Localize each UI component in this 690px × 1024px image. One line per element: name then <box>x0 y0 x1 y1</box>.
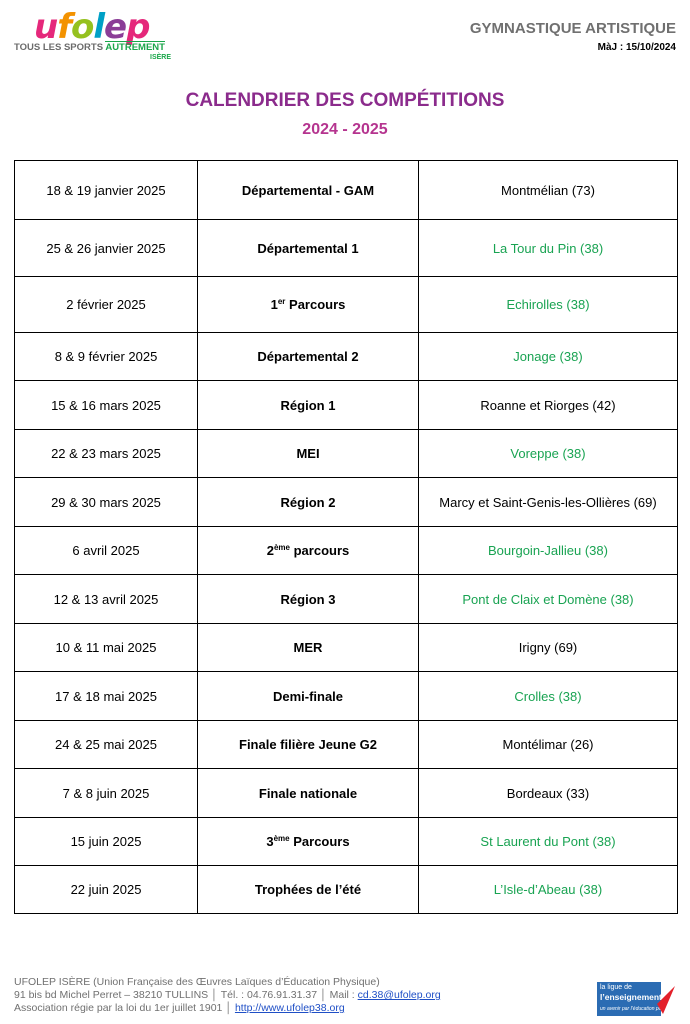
event-date: 10 & 11 mai 2025 <box>15 624 198 672</box>
event-date: 22 juin 2025 <box>15 866 198 914</box>
event-location: Crolles (38) <box>419 672 678 721</box>
table-row <box>15 624 678 672</box>
table-row <box>15 220 678 277</box>
event-location: Bourgoin-Jallieu (38) <box>419 527 678 575</box>
event-location: Jonage (38) <box>419 333 678 381</box>
ligue-arrow-icon <box>641 984 677 1020</box>
footer-org: UFOLEP ISÈRE (Union Française des Œuvres Laïques d’Éducation Physique) <box>14 976 380 988</box>
table-row <box>15 161 678 220</box>
footer-phone: Tél. : 04.76.91.31.37 <box>220 989 318 1001</box>
event-name: Région 3 <box>198 575 419 624</box>
table-row <box>15 769 678 818</box>
table-row <box>15 721 678 769</box>
event-date: 15 & 16 mars 2025 <box>15 381 198 430</box>
event-name: Finale filière Jeune G2 <box>198 721 419 769</box>
page-title: CALENDRIER DES COMPÉTITIONS <box>185 90 505 111</box>
event-date: 17 & 18 mai 2025 <box>15 672 198 721</box>
event-date: 24 & 25 mai 2025 <box>15 721 198 769</box>
event-name: MER <box>198 624 419 672</box>
table-row <box>15 818 678 866</box>
event-date: 12 & 13 avril 2025 <box>15 575 198 624</box>
logo-region: ISÈRE <box>150 54 172 61</box>
event-location: Echirolles (38) <box>419 277 678 333</box>
table-row <box>15 277 678 333</box>
event-name: Demi-finale <box>198 672 419 721</box>
event-location: L’Isle-d’Abeau (38) <box>419 866 678 914</box>
table-row <box>15 527 678 575</box>
event-date: 6 avril 2025 <box>15 527 198 575</box>
event-date: 25 & 26 janvier 2025 <box>15 220 198 277</box>
table-row <box>15 381 678 430</box>
event-location: Pont de Claix et Domène (38) <box>419 575 678 624</box>
footer-address: 91 bis bd Michel Perret – 38210 TULLINS <box>14 989 209 1001</box>
event-location: Marcy et Saint-Genis-les-Ollières (69) <box>419 478 678 527</box>
event-location: La Tour du Pin (38) <box>419 220 678 277</box>
event-location: Montmélian (73) <box>419 161 678 220</box>
event-name: Finale nationale <box>198 769 419 818</box>
event-date: 8 & 9 février 2025 <box>15 333 198 381</box>
table-row <box>15 333 678 381</box>
event-date: 18 & 19 janvier 2025 <box>15 161 198 220</box>
event-date: 2 février 2025 <box>15 277 198 333</box>
event-name: Départemental 2 <box>198 333 419 381</box>
event-location: Irigny (69) <box>419 624 678 672</box>
discipline-title: GYMNASTIQUE ARTISTIQUE <box>469 20 676 37</box>
table-row <box>15 575 678 624</box>
footer <box>14 976 441 1015</box>
table-row <box>15 478 678 527</box>
table-row <box>15 672 678 721</box>
event-location: Roanne et Riorges (42) <box>419 381 678 430</box>
ufolep-logo <box>14 8 184 66</box>
event-name: 3ème Parcours <box>198 818 419 866</box>
logo-tagline: TOUS LES SPORTS AUTREMENT <box>14 42 165 53</box>
event-name: Trophées de l’été <box>198 866 419 914</box>
event-date: 15 juin 2025 <box>15 818 198 866</box>
update-date: MàJ : 15/10/2024 <box>597 42 676 53</box>
event-name: Départemental 1 <box>198 220 419 277</box>
event-date: 7 & 8 juin 2025 <box>15 769 198 818</box>
event-name: Départemental - GAM <box>198 161 419 220</box>
table-row <box>15 430 678 478</box>
ufolep-wordmark: ufolep <box>34 7 150 47</box>
footer-contact: 91 bis bd Michel Perret – 38210 TULLINS │ Tél. : 04.76.91.31.37 │ Mail : cd.38@ufolep.org <box>14 989 441 1001</box>
ligue-enseignement-logo: la ligue de l’enseignement un avenir par l’éducation populaire <box>597 982 677 1020</box>
event-date: 29 & 30 mars 2025 <box>15 478 198 527</box>
footer-mail-link[interactable]: cd.38@ufolep.org <box>357 989 441 1001</box>
event-date: 22 & 23 mars 2025 <box>15 430 198 478</box>
footer-assoc: Association régie par la loi du 1er juillet 1901 │ http://www.ufolep38.org <box>14 1002 345 1014</box>
event-name: Région 2 <box>198 478 419 527</box>
event-name: MEI <box>198 430 419 478</box>
footer-website-link[interactable]: http://www.ufolep38.org <box>234 1002 345 1014</box>
event-location: Bordeaux (33) <box>419 769 678 818</box>
event-name: 1er Parcours <box>198 277 419 333</box>
event-location: St Laurent du Pont (38) <box>419 818 678 866</box>
calendar-table <box>14 160 678 914</box>
event-location: Voreppe (38) <box>419 430 678 478</box>
event-name: Région 1 <box>198 381 419 430</box>
event-name: 2ème parcours <box>198 527 419 575</box>
table-row <box>15 866 678 914</box>
event-location: Montélimar (26) <box>419 721 678 769</box>
season-subtitle: 2024 - 2025 <box>302 121 388 138</box>
